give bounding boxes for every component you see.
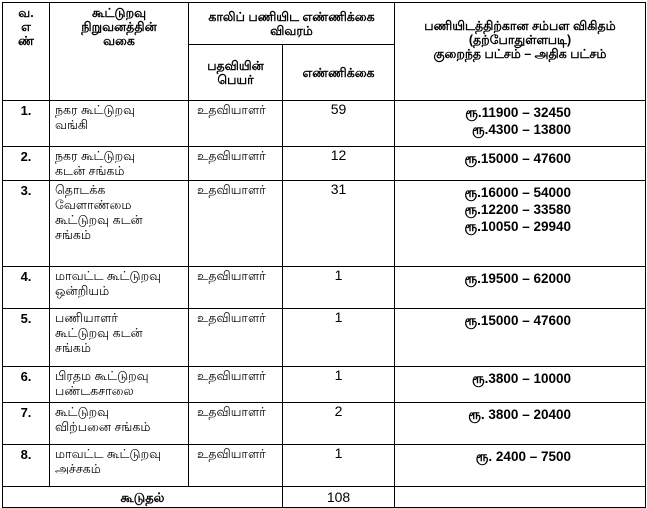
salary-range: ரூ.11900 – 32450 [465,105,571,120]
post-name: உதவியாளர் [189,309,283,367]
header-salary-line-1: பணியிடத்திற்கான சம்பள விகிதம் [424,19,616,33]
org-type-line: வேளாண்மை [55,198,132,212]
org-type [50,181,189,267]
salary-range: ரூ.4300 – 13800 [472,122,571,137]
serial-number: 4. [3,267,50,309]
salary-scale [395,181,646,267]
header-vacancy-details [189,3,395,45]
header-post-line-2: பெயர் [217,72,254,87]
table-row [3,445,646,487]
vacancy-count: 59 [283,101,395,147]
salary-scale [395,403,646,445]
org-type-line: நகர கூட்டுறவு [55,149,136,163]
org-type-line: பிரதம கூட்டுறவு [55,369,149,383]
table-body [3,101,646,487]
table-row [3,101,646,147]
salary-range: ரூ.15000 – 47600 [464,313,571,328]
vacancy-count: 2 [283,403,395,445]
vacancy-count: 31 [283,181,395,267]
vacancy-count: 1 [283,367,395,403]
salary-scale [395,445,646,487]
header-post-name [189,45,283,101]
header-org-line-1: கூட்டுறவு [91,6,147,20]
header-org-line-2: நிறுவனத்தின் [81,20,157,34]
header-salary-scale [395,3,646,101]
table-row [3,309,646,367]
salary-range: ரூ.10050 – 29940 [464,219,571,234]
total-row [3,487,646,508]
org-type-line: பணியாளர் [55,311,118,325]
post-name: உதவியாளர் [189,267,283,309]
post-name: உதவியாளர் [189,181,283,267]
table-row [3,267,646,309]
table-row [3,147,646,181]
org-type [50,403,189,445]
serial-number: 3. [3,181,50,267]
serial-number: 6. [3,367,50,403]
org-type-line: தொடக்க [55,183,106,197]
header-vacancy-line-1: காலிப் பணியிட எண்ணிக்கை [208,9,375,24]
header-salary-line-3: குறைந்த பட்சம் – அதிக பட்சம் [433,47,607,61]
table-row [3,367,646,403]
header-count-label: எண்ணிக்கை [302,65,375,80]
post-name: உதவியாளர் [189,101,283,147]
header-serial [3,3,50,101]
post-name: உதவியாளர் [189,445,283,487]
serial-number: 2. [3,147,50,181]
org-type-line: கடன் சங்கம் [55,164,125,178]
org-type-line: பண்டகசாலை [55,384,134,398]
post-name: உதவியாளர் [189,367,283,403]
header-salary-line-2: (தற்போதுள்ளபடி) [468,33,572,47]
vacancy-count: 12 [283,147,395,181]
org-type-line: வங்கி [55,118,89,132]
post-name: உதவியாளர் [189,403,283,445]
salary-range: ரூ.12200 – 33580 [464,202,571,217]
salary-range: ரூ.3800 – 10000 [472,371,571,386]
salary-scale [395,309,646,367]
header-serial-line-1: வ. [18,6,34,20]
org-type [50,101,189,147]
serial-number: 7. [3,403,50,445]
header-serial-line-2: எ [21,20,31,34]
org-type [50,445,189,487]
salary-scale [395,367,646,403]
salary-scale [395,267,646,309]
table-row [3,181,646,267]
total-salary-empty [395,487,646,508]
table-row [3,403,646,445]
header-count [283,45,395,101]
org-type-line: சங்கம் [55,341,91,355]
org-type-line: மாவட்ட கூட்டுறவு [55,269,162,283]
org-type-line: மாவட்ட கூட்டுறவு [55,447,162,461]
serial-number: 8. [3,445,50,487]
org-type-line: அச்சகம் [55,462,101,476]
salary-range: ரூ.16000 – 54000 [464,185,571,200]
header-org-type [50,3,189,101]
salary-range: ரூ. 3800 – 20400 [468,407,571,422]
org-type-line: ஒன்றியம் [55,284,110,298]
serial-number: 1. [3,101,50,147]
salary-scale [395,101,646,147]
org-type-line: நகர கூட்டுறவு [55,103,136,117]
org-type [50,267,189,309]
salary-range: ரூ.15000 – 47600 [464,151,571,166]
org-type-line: சங்கம் [55,228,91,242]
total-label: கூடுதல் [3,487,283,508]
vacancy-table [2,2,646,508]
serial-number: 5. [3,309,50,367]
vacancy-count: 1 [283,267,395,309]
total-value: 108 [283,487,395,508]
header-serial-line-3: ண் [18,34,34,48]
org-type [50,367,189,403]
salary-scale [395,147,646,181]
salary-range: ரூ. 2400 – 7500 [475,449,571,464]
org-type [50,309,189,367]
org-type-line: கூட்டுறவு கடன் [55,213,143,227]
org-type-line: விற்பனை சங்கம் [55,420,151,434]
post-name: உதவியாளர் [189,147,283,181]
vacancy-count: 1 [283,309,395,367]
org-type-line: கூட்டுறவு [55,405,110,419]
org-type-line: கூட்டுறவு கடன் [55,326,143,340]
salary-range: ரூ.19500 – 62000 [464,271,571,286]
header-vacancy-line-2: விவரம் [270,23,313,38]
org-type [50,147,189,181]
vacancy-count: 1 [283,445,395,487]
header-org-line-3: வகை [103,34,135,48]
header-post-line-1: பதவியின் [207,58,264,73]
